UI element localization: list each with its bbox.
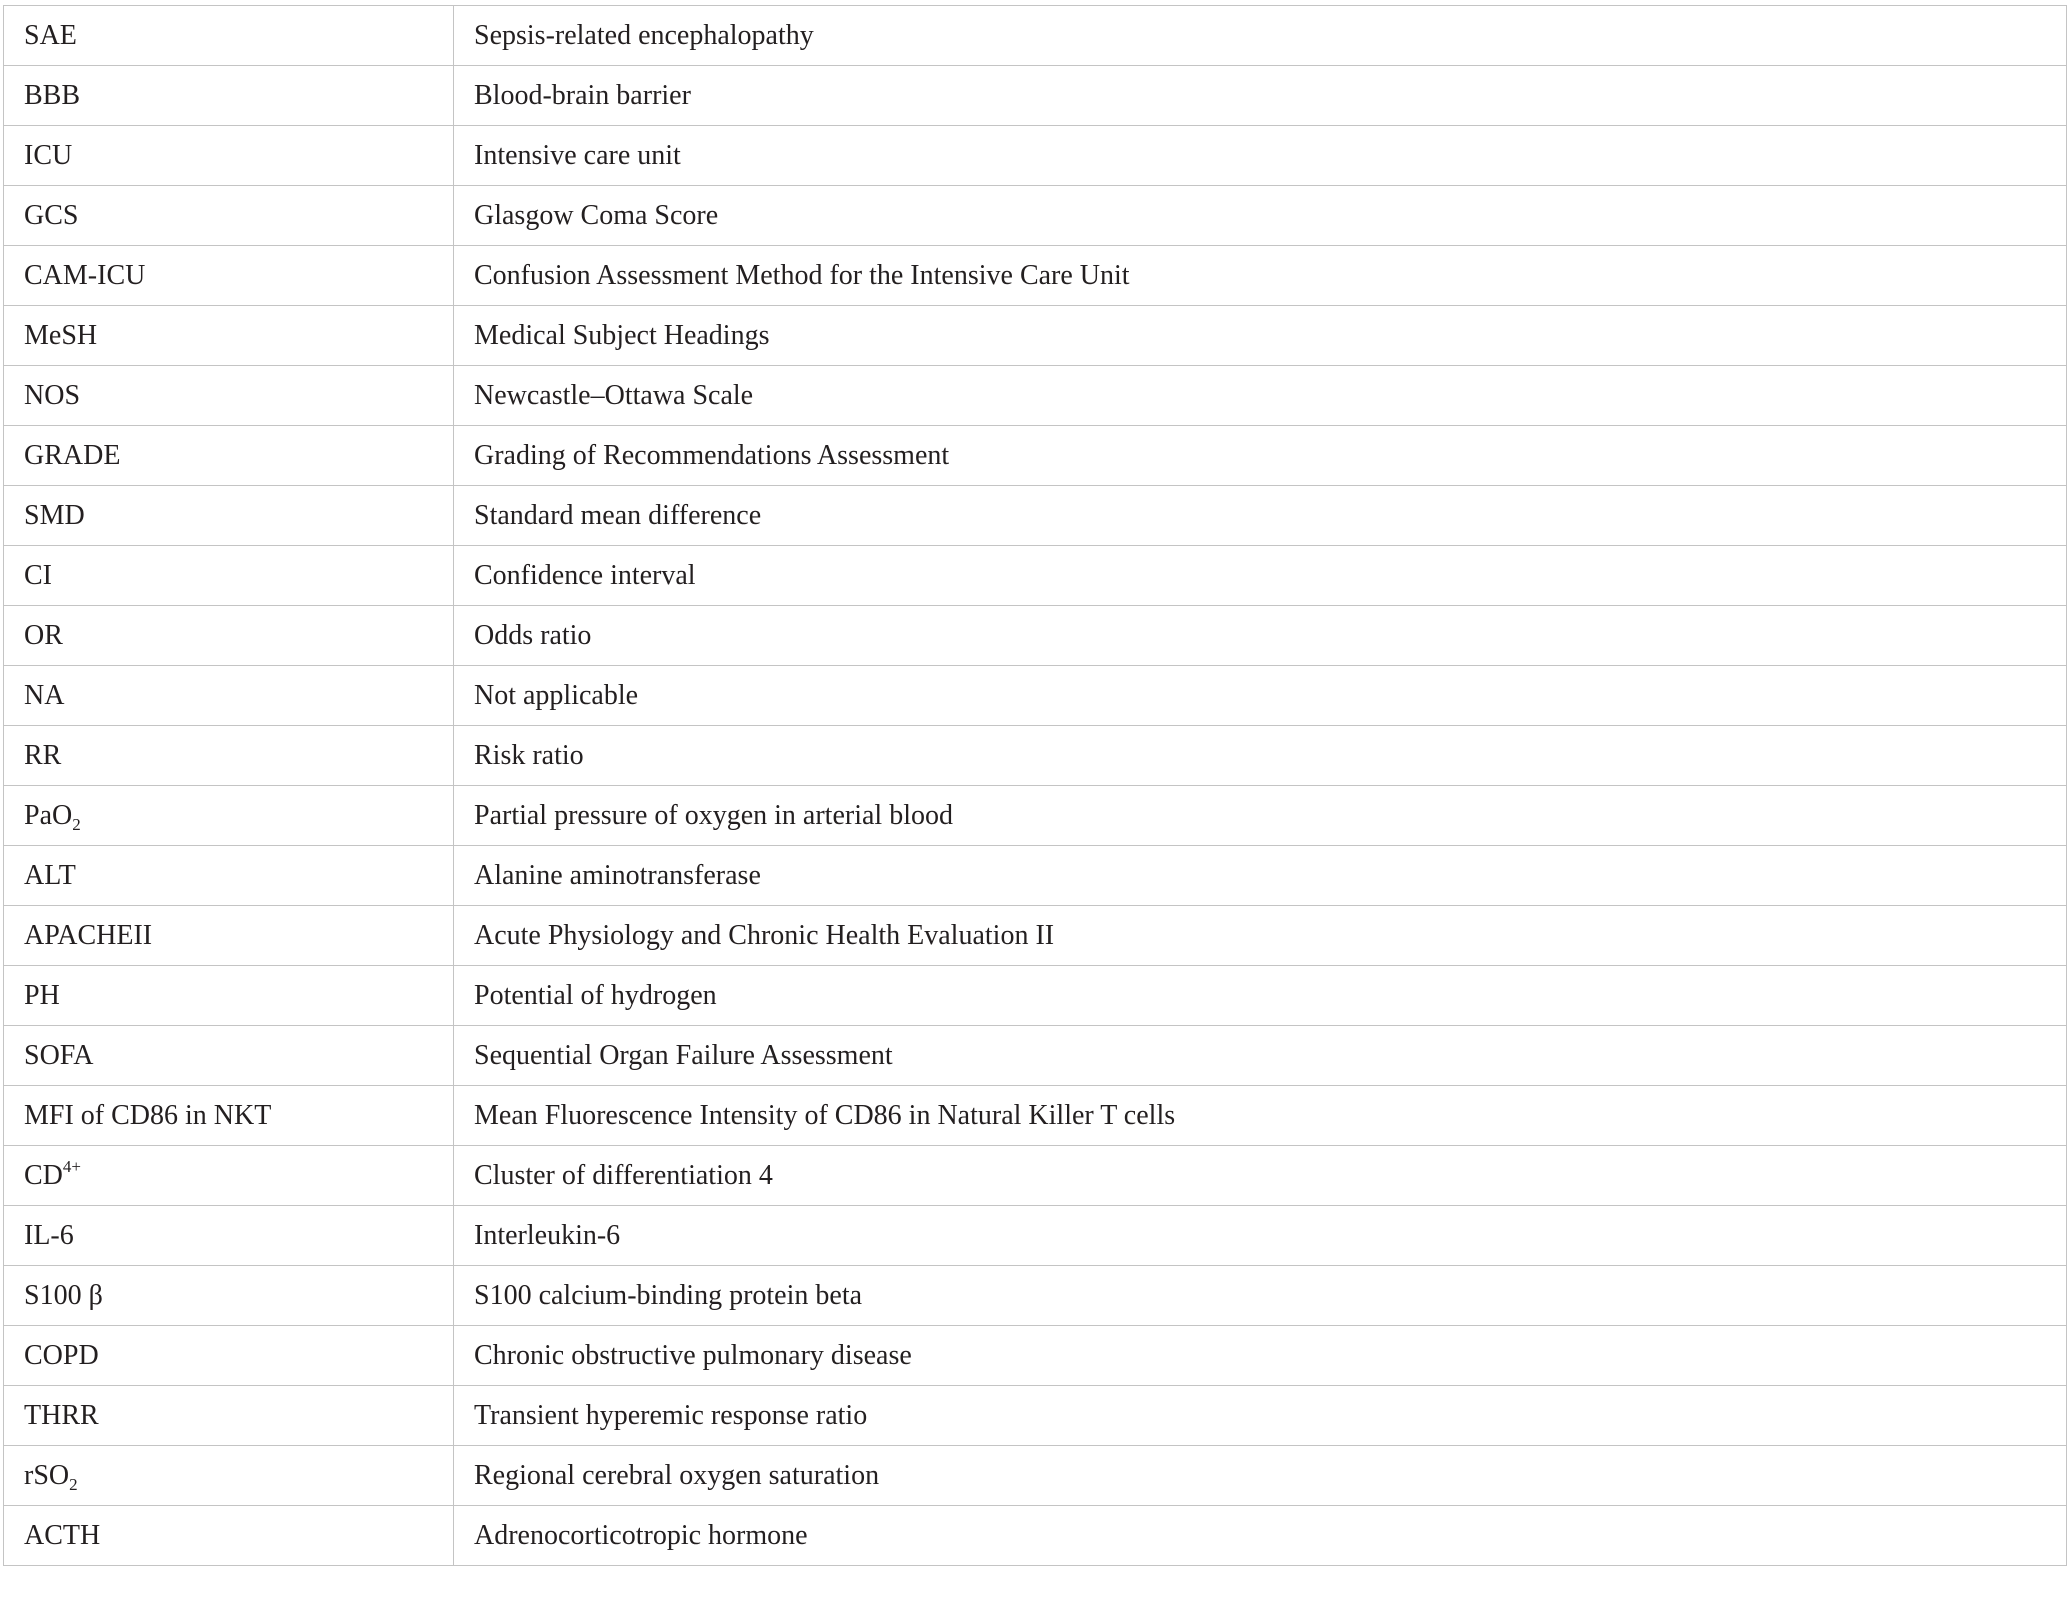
definition-cell: Transient hyperemic response ratio (454, 1386, 2067, 1446)
abbreviation-cell: GRADE (4, 426, 454, 486)
subscript: 2 (69, 1474, 78, 1494)
definition-cell: Acute Physiology and Chronic Health Evaluation II (454, 906, 2067, 966)
table-row (4, 1386, 2067, 1446)
definition-cell: Partial pressure of oxygen in arterial blood (454, 786, 2067, 846)
table-row (4, 1086, 2067, 1146)
abbreviation-cell: BBB (4, 66, 454, 126)
table-row (4, 246, 2067, 306)
definition-cell: Mean Fluorescence Intensity of CD86 in Natural Killer T cells (454, 1086, 2067, 1146)
definition-cell: Not applicable (454, 666, 2067, 726)
definition-cell: Medical Subject Headings (454, 306, 2067, 366)
abbreviation-table-body (4, 6, 2067, 1566)
abbreviation-cell: ALT (4, 846, 454, 906)
abbreviation-cell: NOS (4, 366, 454, 426)
definition-cell: Cluster of differentiation 4 (454, 1146, 2067, 1206)
definition-cell: Odds ratio (454, 606, 2067, 666)
abbreviation-cell: S100 β (4, 1266, 454, 1326)
table-row (4, 486, 2067, 546)
definition-cell: Alanine aminotransferase (454, 846, 2067, 906)
abbreviation-cell: SAE (4, 6, 454, 66)
abbreviation-cell: SOFA (4, 1026, 454, 1086)
table-row (4, 606, 2067, 666)
table-row (4, 366, 2067, 426)
abbreviation-cell: IL-6 (4, 1206, 454, 1266)
table-row (4, 426, 2067, 486)
table-row (4, 1446, 2067, 1506)
table-row (4, 1326, 2067, 1386)
abbreviation-cell: MFI of CD86 in NKT (4, 1086, 454, 1146)
table-row (4, 726, 2067, 786)
table-row (4, 306, 2067, 366)
definition-cell: Intensive care unit (454, 126, 2067, 186)
abbreviation-cell: CAM-ICU (4, 246, 454, 306)
table-row (4, 186, 2067, 246)
definition-cell: Sepsis-related encephalopathy (454, 6, 2067, 66)
table-row (4, 666, 2067, 726)
subscript: 2 (72, 814, 81, 834)
abbreviation-cell: MeSH (4, 306, 454, 366)
definition-cell: Grading of Recommendations Assessment (454, 426, 2067, 486)
abbreviation-cell: THRR (4, 1386, 454, 1446)
table-row (4, 1206, 2067, 1266)
table-row (4, 6, 2067, 66)
abbreviation-table (3, 5, 2067, 1566)
table-row (4, 966, 2067, 1026)
abbreviation-cell: CI (4, 546, 454, 606)
definition-cell: Chronic obstructive pulmonary disease (454, 1326, 2067, 1386)
definition-cell: S100 calcium-binding protein beta (454, 1266, 2067, 1326)
abbreviation-cell: PaO$_2$ (4, 786, 454, 846)
abbreviation-cell: OR (4, 606, 454, 666)
abbreviation-cell: GCS (4, 186, 454, 246)
abbreviation-cell: NA (4, 666, 454, 726)
definition-cell: Potential of hydrogen (454, 966, 2067, 1026)
abbreviation-cell: $CD^{4+}$ (4, 1146, 454, 1206)
definition-cell: Glasgow Coma Score (454, 186, 2067, 246)
abbreviation-cell: rSO$_2$ (4, 1446, 454, 1506)
abbreviation-cell: APACHEII (4, 906, 454, 966)
table-row (4, 1266, 2067, 1326)
table-row (4, 906, 2067, 966)
table-row (4, 1506, 2067, 1566)
table-row (4, 126, 2067, 186)
abbreviation-cell: RR (4, 726, 454, 786)
definition-cell: Regional cerebral oxygen saturation (454, 1446, 2067, 1506)
superscript: 4+ (62, 1156, 81, 1176)
definition-cell: Newcastle–Ottawa Scale (454, 366, 2067, 426)
table-row (4, 786, 2067, 846)
definition-cell: Confidence interval (454, 546, 2067, 606)
abbreviation-cell: COPD (4, 1326, 454, 1386)
definition-cell: Blood-brain barrier (454, 66, 2067, 126)
table-row (4, 846, 2067, 906)
table-row (4, 1146, 2067, 1206)
abbreviation-cell: SMD (4, 486, 454, 546)
definition-cell: Risk ratio (454, 726, 2067, 786)
table-row (4, 546, 2067, 606)
definition-cell: Standard mean difference (454, 486, 2067, 546)
definition-cell: Confusion Assessment Method for the Intensive Care Unit (454, 246, 2067, 306)
abbreviation-cell: ICU (4, 126, 454, 186)
definition-cell: Sequential Organ Failure Assessment (454, 1026, 2067, 1086)
abbreviation-cell: PH (4, 966, 454, 1026)
table-row (4, 66, 2067, 126)
definition-cell: Adrenocorticotropic hormone (454, 1506, 2067, 1566)
abbreviation-cell: ACTH (4, 1506, 454, 1566)
table-row (4, 1026, 2067, 1086)
definition-cell: Interleukin-6 (454, 1206, 2067, 1266)
